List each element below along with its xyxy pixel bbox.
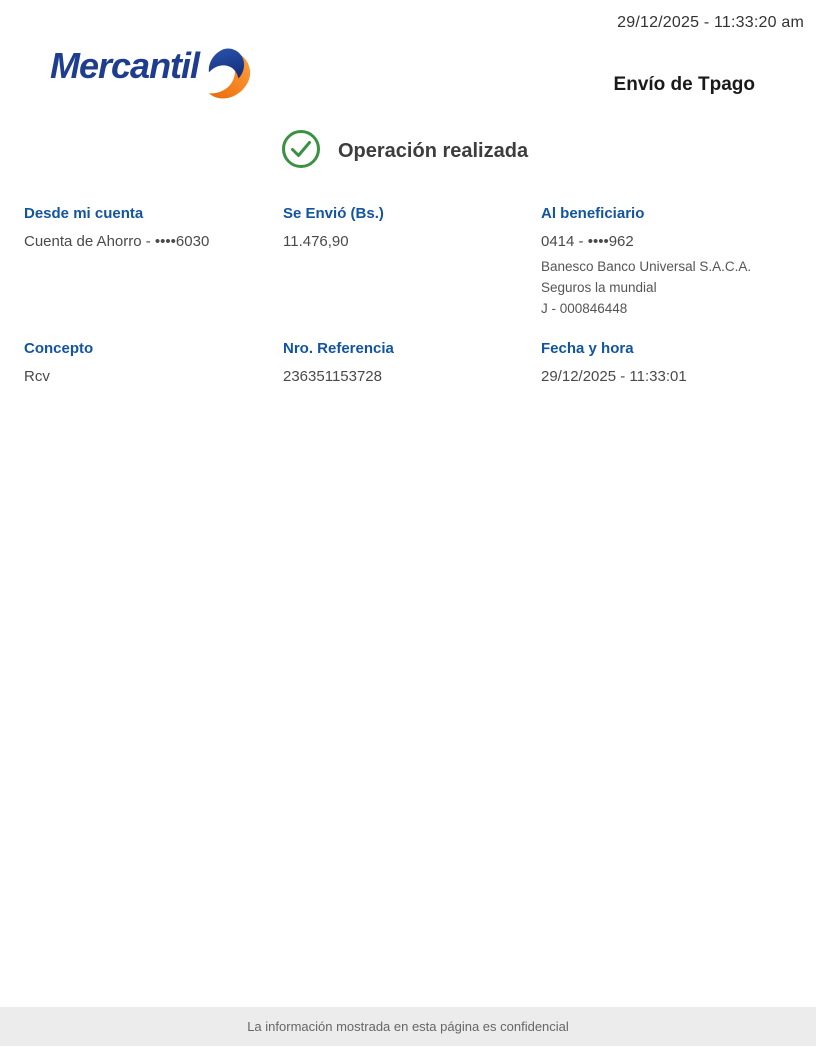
field-label: Al beneficiario (541, 205, 645, 222)
field-value: 29/12/2025 - 11:33:01 (541, 368, 687, 385)
fields-row-2 (24, 340, 816, 387)
page-title: Envío de Tpago (613, 74, 755, 95)
field-label: Fecha y hora (541, 340, 634, 357)
field-value: 0414 - ••••962 (541, 233, 634, 250)
field-value: 236351153728 (283, 368, 382, 385)
fields-row-1 (24, 205, 816, 319)
field-label: Concepto (24, 340, 94, 357)
field-from-account (24, 205, 283, 319)
field-label: Nro. Referencia (283, 340, 394, 357)
print-timestamp: 29/12/2025 - 11:33:20 am (617, 14, 804, 31)
beneficiary-id: J - 000846448 (541, 301, 628, 316)
field-label: Se Envió (Bs.) (283, 205, 384, 222)
mercantil-logo (50, 44, 254, 110)
field-reference (283, 340, 541, 387)
confidential-footer (0, 1007, 816, 1046)
mercantil-swirl-icon (202, 45, 254, 110)
beneficiary-name: Seguros la mundial (541, 280, 657, 295)
field-concept (24, 340, 283, 387)
field-value: Cuenta de Ahorro - ••••6030 (24, 233, 210, 250)
field-value: 11.476,90 (283, 233, 349, 250)
status-message: Operación realizada (338, 140, 529, 162)
field-amount-sent (283, 205, 541, 319)
confidential-disclaimer: La información mostrada en esta página es confidencial (247, 1019, 569, 1034)
field-beneficiary (541, 205, 792, 319)
beneficiary-bank: Banesco Banco Universal S.A.C.A. (541, 259, 752, 274)
mercantil-logo-text: Mercantil (50, 45, 200, 86)
check-circle-icon (281, 129, 321, 174)
field-value: Rcv (24, 368, 50, 385)
field-label: Desde mi cuenta (24, 205, 144, 222)
operation-status (281, 129, 528, 174)
field-datetime (541, 340, 792, 387)
